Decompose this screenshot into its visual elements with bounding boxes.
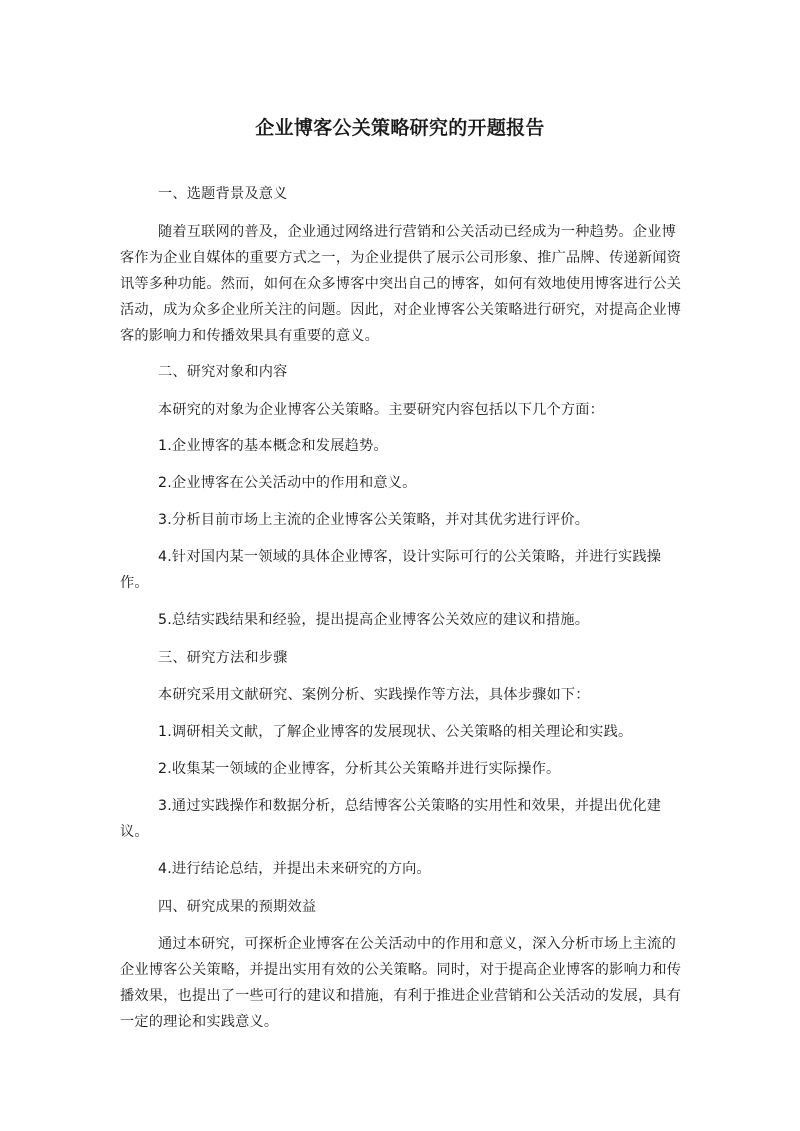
section-2-item-4: 4.针对国内某一领域的具体企业博客，设计实际可行的公关策略，并进行实践操作。	[120, 549, 662, 591]
section-3-item-3: 3.通过实践操作和数据分析，总结博客公关策略的实用性和效果，并提出优化建议。	[120, 798, 662, 840]
section-3-item-2: 2.收集某一领域的企业博客，分析其公关策略并进行实际操作。	[158, 761, 561, 777]
section-3-item-1: 1.调研相关文献，了解企业博客的发展现状、公关策略的相关理论和实践。	[158, 724, 633, 740]
section-2-item-2: 2.企业博客在公关活动中的作用和意义。	[158, 475, 417, 491]
section-heading-4: 四、研究成果的预期效益	[158, 899, 317, 915]
section-2-item-3: 3.分析目前市场上主流的企业博客公关策略，并对其优劣进行评价。	[158, 512, 590, 528]
section-heading-2: 二、研究对象和内容	[158, 364, 288, 380]
section-4-paragraph-1: 通过本研究，可探析企业博客在公关活动中的作用和意义，深入分析市场上主流的企业博客公关策略，并提出实用有效的公关策略。同时，对于提高企业博客的影响力和传播效果，也提出了一些可行的建议和措施，有利于推进企业营销和公关活动的发展，具有一定的理论和实践意义。	[120, 936, 682, 1030]
document-title: 企业博客公关策略研究的开题报告	[255, 117, 545, 139]
section-2-item-1: 1.企业博客的基本概念和发展趋势。	[158, 438, 388, 454]
section-2-item-5: 5.总结实践结果和经验，提出提高企业博客公关效应的建议和措施。	[158, 612, 590, 628]
section-3-item-4: 4.进行结论总结，并提出未来研究的方向。	[158, 861, 431, 877]
section-2-paragraph-1: 本研究的对象为企业博客公关策略。主要研究内容包括以下几个方面：	[158, 402, 605, 418]
section-heading-3: 三、研究方法和步骤	[158, 650, 288, 666]
section-1-paragraph-1: 随着互联网的普及，企业通过网络进行营销和公关活动已经成为一种趋势。企业博客作为企业自媒体的重要方式之一，为企业提供了展示公司形象、推广品牌、传递新闻资讯等多种功能。然而，如何在众多博客中突出自己的博客，如何有效地使用博客进行公关活动，成为众多企业所关注的问题。因此，对企业博客公关策略进行研究，对提高企业博客的影响力和传播效果具有重要的意义。	[120, 224, 682, 344]
section-heading-1: 一、选题背景及意义	[158, 186, 288, 202]
section-3-paragraph-1: 本研究采用文献研究、案例分析、实践操作等方法，具体步骤如下：	[158, 687, 590, 703]
